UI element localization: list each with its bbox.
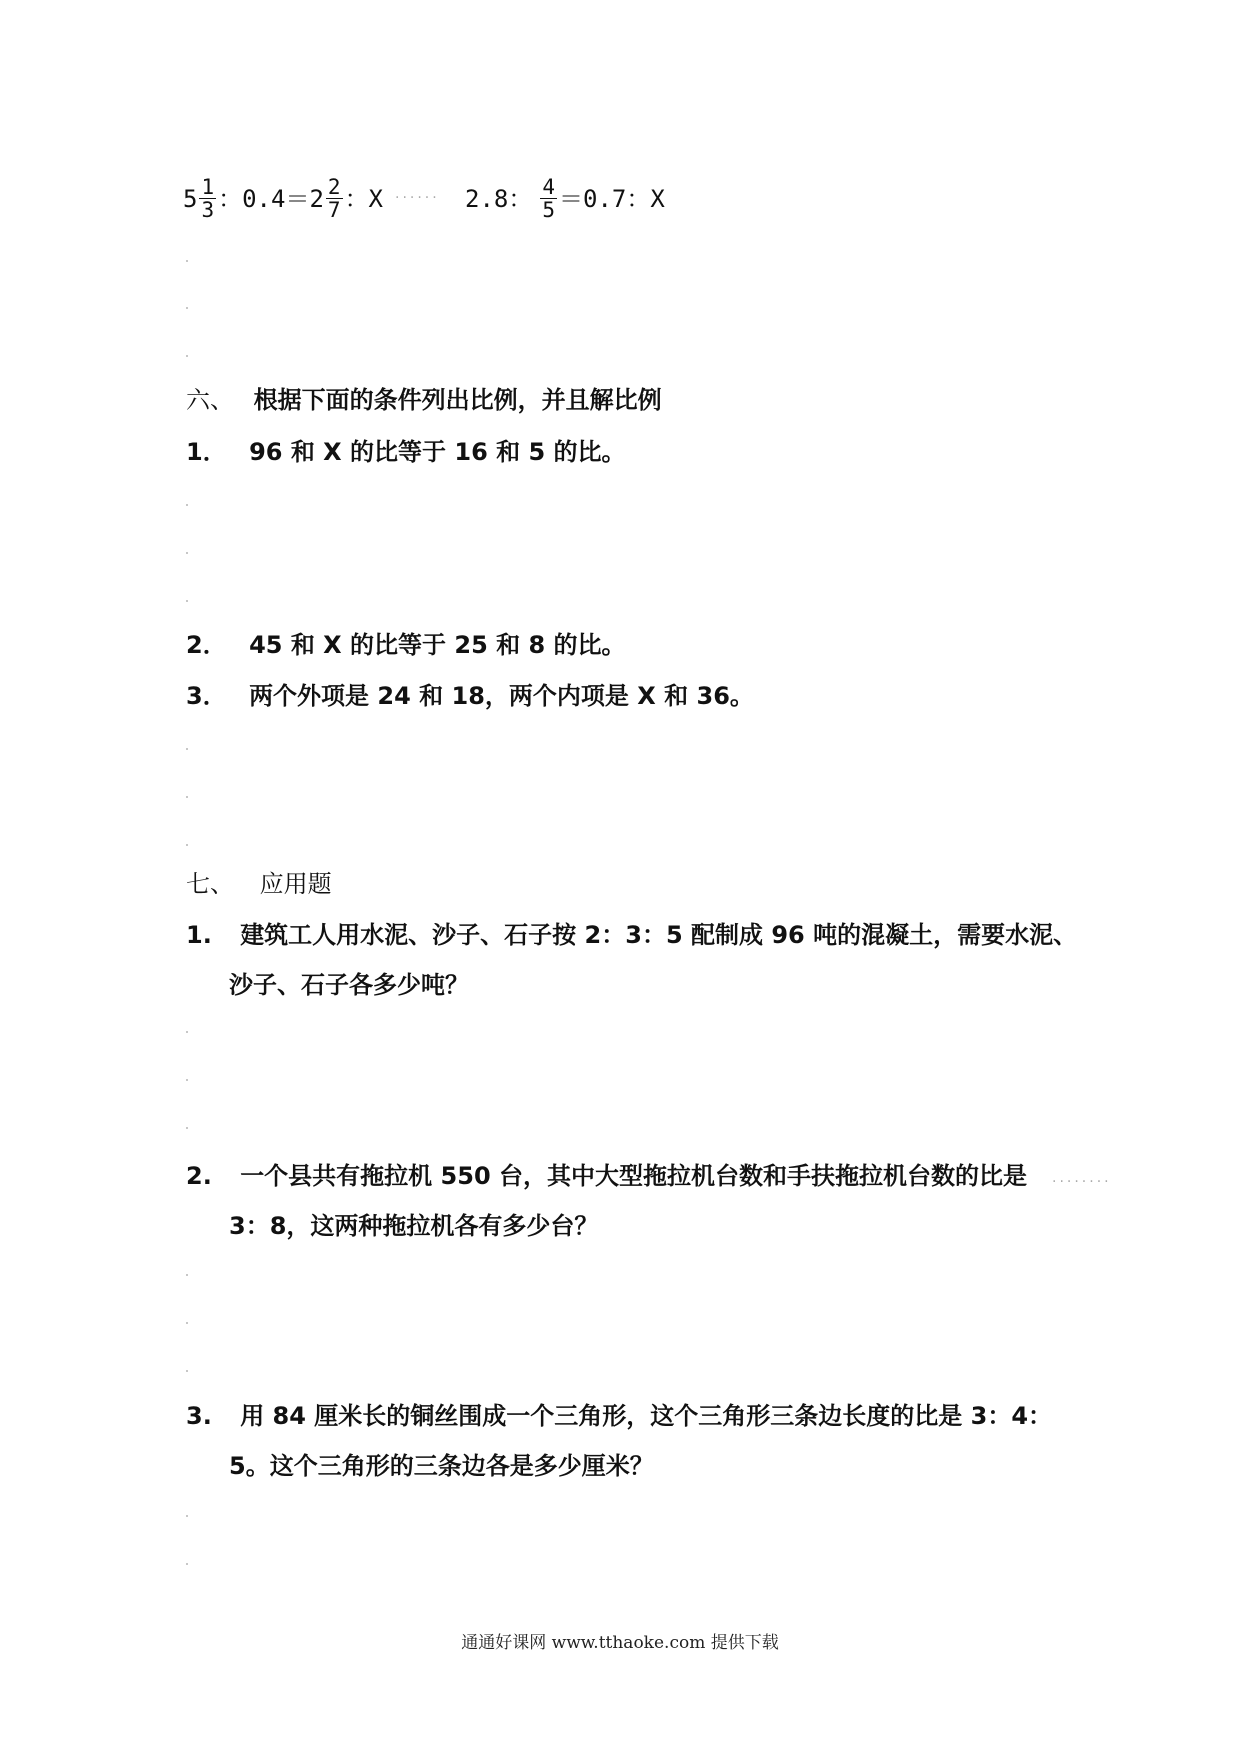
eq1-denominator-1: 3 xyxy=(201,198,215,222)
equation-row xyxy=(183,176,383,221)
dot xyxy=(186,1370,188,1372)
eq1-numerator-2: 2 xyxy=(327,175,341,199)
footer: 通通好课网 www.tthaoke.com 提供下载 xyxy=(461,1633,779,1653)
equation-1 xyxy=(183,175,384,222)
section-6-title: 根据下面的条件列出比例，并且解比例 xyxy=(253,386,662,414)
eq1-numerator-1: 1 xyxy=(201,175,215,199)
equation-2-wrap xyxy=(465,176,665,221)
section-6-item-2 xyxy=(186,629,626,661)
dot xyxy=(186,1031,188,1033)
section-6-item-1 xyxy=(186,436,626,468)
leader-dots: ...... xyxy=(395,186,440,202)
eq1-whole: 5 xyxy=(183,184,198,213)
dot xyxy=(186,260,188,262)
problem-text: 一个县共有拖拉机 550 台，其中大型拖拉机台数和手扶拖拉机台数的比是 xyxy=(240,1162,1027,1190)
problem-3-line-2 xyxy=(229,1450,654,1482)
dot xyxy=(186,355,188,357)
item-text: 45 和 X 的比等于 25 和 8 的比。 xyxy=(249,631,626,659)
section-6-number: 六、 xyxy=(186,386,234,414)
section-6-heading xyxy=(186,384,662,416)
eq2-tail: ＝0.7：X xyxy=(559,184,665,213)
item-number: 3． xyxy=(186,682,227,710)
problem-number: 1. xyxy=(186,921,212,949)
section-7-heading xyxy=(186,868,332,900)
eq2-numerator: 4 xyxy=(542,175,556,199)
section-6-item-3 xyxy=(186,680,754,712)
dot xyxy=(186,552,188,554)
problem-2-line-2 xyxy=(229,1210,598,1242)
dot xyxy=(186,600,188,602)
item-text: 96 和 X 的比等于 16 和 5 的比。 xyxy=(249,438,626,466)
problem-number: 2. xyxy=(186,1162,212,1190)
problem-text: 用 84 厘米长的铜丝围成一个三角形，这个三角形三条边长度的比是 3：4： xyxy=(240,1402,1053,1430)
problem-3-line-1 xyxy=(186,1400,1052,1432)
eq1-middle: ：0.4＝2 xyxy=(218,184,324,213)
section-7-title: 应用题 xyxy=(259,870,332,898)
eq1-denominator-2: 7 xyxy=(327,198,341,222)
eq1-fraction-1 xyxy=(199,176,216,221)
dot xyxy=(186,796,188,798)
eq2-fraction xyxy=(540,176,557,221)
equation-2 xyxy=(465,176,665,221)
eq2-head: 2.8： xyxy=(465,184,533,213)
dot xyxy=(186,1127,188,1129)
problem-text: 3：8，这两种拖拉机各有多少台？ xyxy=(229,1212,599,1240)
dot xyxy=(186,504,188,506)
problem-2-line-1 xyxy=(186,1160,1027,1192)
dot xyxy=(186,1322,188,1324)
item-number: 2． xyxy=(186,631,227,659)
problem-text: 沙子、石子各多少吨？ xyxy=(229,971,469,999)
eq1-tail: ：X xyxy=(344,184,384,213)
eq1-fraction-2 xyxy=(326,176,343,221)
item-number: 1． xyxy=(186,438,227,466)
item-text: 两个外项是 24 和 18，两个内项是 X 和 36。 xyxy=(249,682,754,710)
problem-1-line-2 xyxy=(229,969,469,1001)
problem-text: 建筑工人用水泥、沙子、石子按 2：3：5 配制成 96 吨的混凝土，需要水泥、 xyxy=(240,921,1078,949)
dot xyxy=(186,1274,188,1276)
problem-text: 5。这个三角形的三条边各是多少厘米？ xyxy=(229,1452,654,1480)
dot xyxy=(186,1079,188,1081)
problem-1-line-1 xyxy=(186,919,1077,951)
problem-number: 3. xyxy=(186,1402,212,1430)
section-7-number: 七、 xyxy=(186,870,234,898)
dot xyxy=(186,748,188,750)
dot xyxy=(186,307,188,309)
leader-dots: ........ xyxy=(1052,1170,1112,1186)
dot xyxy=(186,1563,188,1565)
dot xyxy=(186,1515,188,1517)
dot xyxy=(186,844,188,846)
eq2-denominator: 5 xyxy=(542,198,556,222)
